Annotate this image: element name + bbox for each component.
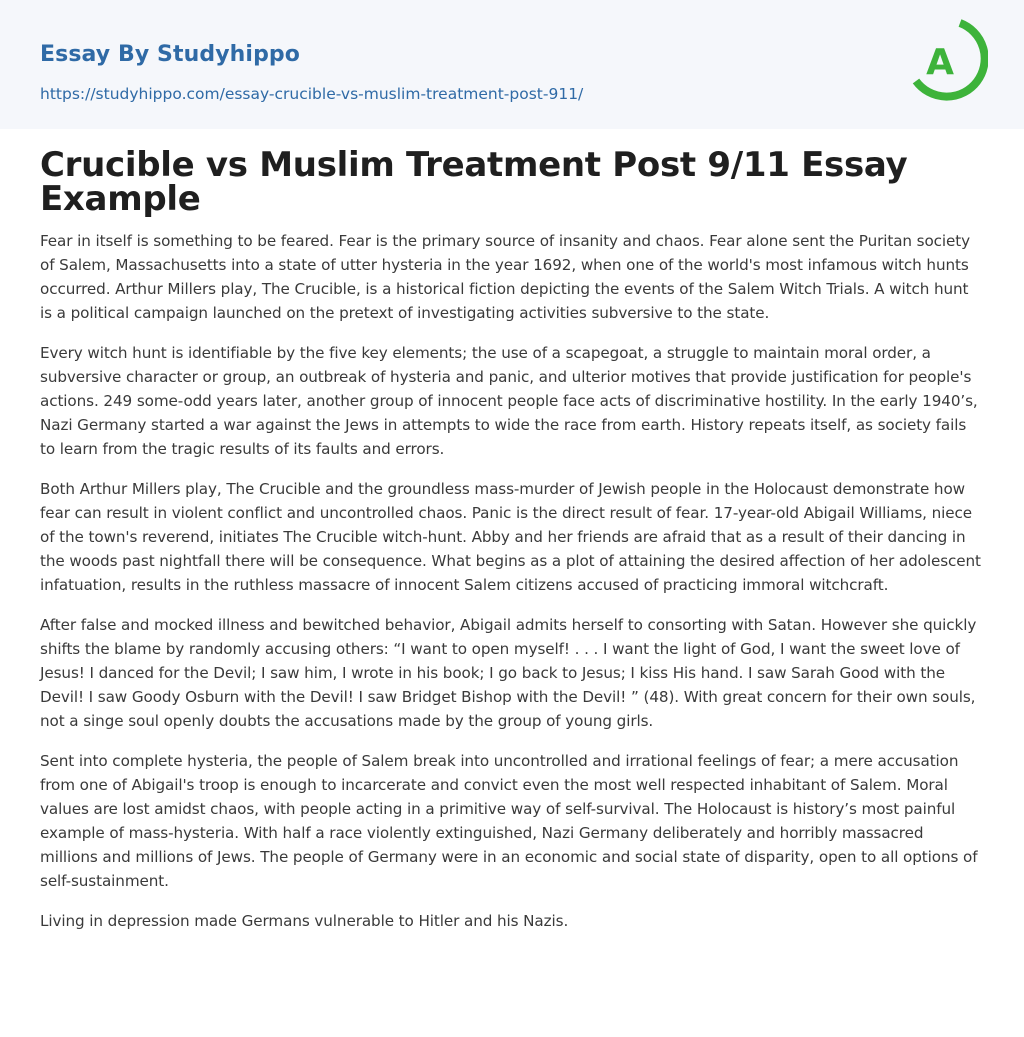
paragraph: After false and mocked illness and bewitched behavior, Abigail admits herself to consorting with Satan. However she quickly shifts the blame by randomly accusing others: “I want to open myself! . . . I want the light of God, I want the sweet love of Jesus! I danced for the Devil; I saw him, I wrote in his book; I go back to Jesus; I kiss His hand. I saw Sarah Good with the Devil! I saw Goody Osburn with the Devil! I saw Bridget Bishop with the Devil! ” (48). With great concern for their own souls, not a singe soul openly doubts the accusations made by the group of young girls. xyxy=(40,616,977,730)
studyhippo-logo-icon[interactable] xyxy=(908,17,988,107)
essay-body xyxy=(40,229,985,949)
article-url-link[interactable]: https://studyhippo.com/essay-crucible-vs-muslim-treatment-post-911/ xyxy=(40,85,584,103)
site-header xyxy=(0,0,1024,129)
page-title: Crucible vs Muslim Treatment Post 9/11 Essay Example xyxy=(40,145,908,219)
paragraph: Fear in itself is something to be feared. Fear is the primary source of insanity and chaos. Fear alone sent the Puritan society of Salem, Massachusetts into a state of utter hysteria in the year 1692, when one of the world's most infamous witch hunts occurred. Arthur Millers play, The Crucible, is a historical fiction depicting the events of the Salem Witch Trials. A witch hunt is a political campaign launched on the pretext of investigating activities subversive to the state. xyxy=(40,232,971,322)
brand-name[interactable]: Essay By Studyhippo xyxy=(40,42,300,67)
paragraph: Sent into complete hysteria, the people of Salem break into uncontrolled and irrational feelings of fear; a mere accusation from one of Abigail's troop is enough to incarcerate and convict even the most well respected inhabitant of Salem. Moral values are lost amidst chaos, with people acting in a primitive way of self-survival. The Holocaust is history’s most painful example of mass-hysteria. With half a race violently extinguished, Nazi Germany deliberately and horribly massacred millions and millions of Jews. The people of Germany were in an economic and social state of disparity, open to all options of self-sustainment. xyxy=(40,752,978,890)
logo-letter: A xyxy=(926,42,954,83)
logo-svg xyxy=(908,17,988,107)
paragraph: Living in depression made Germans vulnerable to Hitler and his Nazis. xyxy=(40,912,569,930)
paragraph: Both Arthur Millers play, The Crucible and the groundless mass-murder of Jewish people in the Holocaust demonstrate how fear can result in violent conflict and uncontrolled chaos. Panic is the direct result of fear. 17-year-old Abigail Williams, niece of the town's reverend, initiates The Crucible witch-hunt. Abby and her friends are afraid that as a result of their dancing in the woods past nightfall there will be consequence. What begins as a plot of attaining the desired affection of her adolescent infatuation, results in the ruthless massacre of innocent Salem citizens accused of practicing immoral witchcraft. xyxy=(40,480,981,594)
paragraph: Every witch hunt is identifiable by the five key elements; the use of a scapegoat, a struggle to maintain moral order, a subversive character or group, an outbreak of hysteria and panic, and ulterior motives that provide justification for people's actions. 249 some-odd years later, another group of innocent people face acts of discriminative hostility. In the early 1940’s, Nazi Germany started a war against the Jews in attempts to wide the race from earth. History repeats itself, as society fails to learn from the tragic results of its faults and errors. xyxy=(40,344,978,458)
